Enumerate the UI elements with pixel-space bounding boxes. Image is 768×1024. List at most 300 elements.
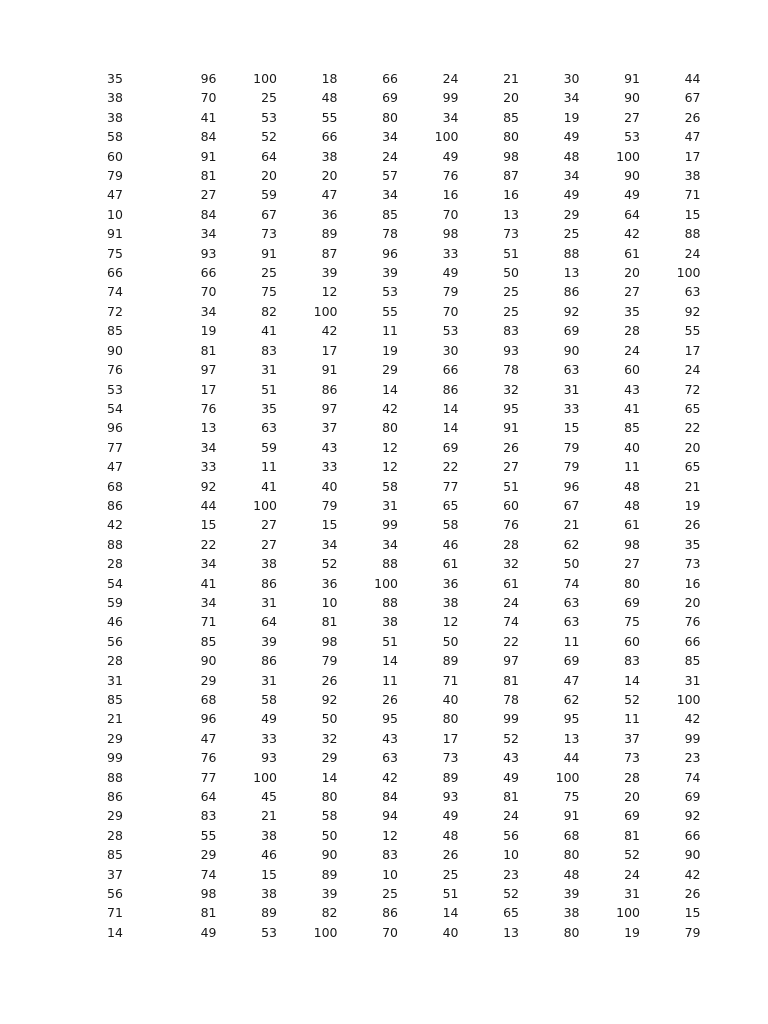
table-cell: 13: [563, 265, 580, 281]
table-cell: 39: [321, 265, 338, 281]
table-cell: 80: [382, 420, 398, 436]
table-cell: 38: [261, 827, 277, 843]
table-cell: 41: [200, 109, 217, 125]
table-row: [96, 593, 701, 612]
table-cell: 87: [503, 168, 519, 184]
table-cell: 71: [684, 187, 701, 203]
table-row: [96, 865, 701, 884]
table-cell: 67: [261, 206, 277, 222]
table-cell: 93: [261, 750, 277, 766]
table-cell: 63: [563, 594, 580, 610]
table-cell: 25: [382, 886, 398, 902]
table-cell: 63: [563, 614, 580, 630]
table-cell: 87: [321, 245, 338, 261]
table-cell: 34: [382, 187, 398, 203]
table-cell: 32: [503, 381, 519, 397]
table-row: [96, 535, 701, 554]
table-cell: 39: [261, 633, 277, 649]
table-cell: 76: [684, 614, 701, 630]
table-cell: 26: [684, 517, 701, 533]
table-cell: 83: [200, 808, 217, 824]
table-cell: 72: [684, 381, 701, 397]
table-row: [96, 244, 701, 263]
table-cell: 77: [107, 439, 123, 455]
table-cell: 85: [107, 323, 123, 339]
table-cell: 43: [503, 750, 519, 766]
table-cell: 99: [503, 711, 519, 727]
table-cell: 15: [684, 905, 701, 921]
table-cell: 66: [684, 633, 701, 649]
table-cell: 13: [503, 206, 519, 222]
table-cell: 81: [503, 672, 519, 688]
table-cell: 75: [563, 789, 580, 805]
table-cell: 74: [563, 575, 580, 591]
table-cell: 26: [321, 672, 338, 688]
table-cell: 56: [107, 633, 123, 649]
table-cell: 42: [382, 769, 398, 785]
table-cell: 19: [624, 924, 640, 940]
table-cell: 86: [563, 284, 580, 300]
table-row: [96, 321, 701, 340]
table-cell: 50: [321, 827, 338, 843]
table-cell: 68: [107, 478, 123, 494]
table-cell: 14: [107, 924, 123, 940]
table-row: [96, 787, 701, 806]
table-cell: 49: [442, 148, 459, 164]
table-cell: 84: [200, 206, 217, 222]
table-cell: 32: [321, 730, 338, 746]
table-cell: 37: [321, 420, 338, 436]
table-cell: 55: [684, 323, 701, 339]
table-cell: 34: [563, 90, 580, 106]
table-cell: 27: [624, 556, 640, 572]
table-cell: 100: [253, 497, 277, 513]
table-cell: 24: [503, 594, 519, 610]
table-cell: 57: [382, 168, 398, 184]
table-cell: 73: [684, 556, 701, 572]
table-cell: 42: [321, 323, 338, 339]
table-cell: 76: [200, 400, 217, 416]
number-table: [96, 69, 701, 942]
table-cell: 96: [107, 420, 123, 436]
table-cell: 31: [261, 362, 277, 378]
table-cell: 58: [382, 478, 398, 494]
table-cell: 49: [442, 265, 459, 281]
table-cell: 25: [442, 866, 459, 882]
table-cell: 96: [382, 245, 398, 261]
table-cell: 90: [684, 847, 701, 863]
table-cell: 38: [107, 90, 123, 106]
table-cell: 15: [684, 206, 701, 222]
table-cell: 91: [200, 148, 217, 164]
table-cell: 50: [321, 711, 338, 727]
table-cell: 34: [200, 226, 217, 242]
table-cell: 61: [624, 517, 640, 533]
table-row: [96, 496, 701, 515]
table-cell: 11: [382, 323, 398, 339]
table-cell: 24: [684, 362, 701, 378]
table-cell: 74: [503, 614, 519, 630]
table-cell: 24: [442, 71, 459, 86]
table-row: [96, 166, 701, 185]
table-cell: 41: [200, 575, 217, 591]
table-cell: 89: [321, 866, 338, 882]
table-cell: 19: [684, 497, 701, 513]
table-cell: 49: [200, 924, 217, 940]
table-cell: 78: [382, 226, 398, 242]
table-cell: 52: [261, 129, 277, 145]
table-cell: 81: [624, 827, 640, 843]
table-cell: 70: [442, 303, 459, 319]
table-cell: 47: [107, 459, 123, 475]
table-cell: 31: [107, 672, 123, 688]
table-cell: 65: [503, 905, 519, 921]
table-cell: 64: [261, 614, 277, 630]
table-cell: 67: [563, 497, 580, 513]
table-cell: 88: [684, 226, 701, 242]
table-cell: 49: [624, 187, 640, 203]
table-cell: 14: [321, 769, 338, 785]
table-cell: 95: [563, 711, 580, 727]
table-cell: 70: [442, 206, 459, 222]
table-cell: 84: [200, 129, 217, 145]
table-cell: 10: [503, 847, 519, 863]
table-cell: 71: [200, 614, 217, 630]
table-cell: 56: [107, 886, 123, 902]
table-cell: 20: [321, 168, 338, 184]
table-cell: 99: [382, 517, 398, 533]
table-cell: 48: [563, 148, 580, 164]
table-cell: 49: [503, 769, 519, 785]
table-cell: 45: [261, 789, 277, 805]
table-cell: 48: [624, 478, 640, 494]
table-cell: 88: [382, 556, 398, 572]
table-cell: 86: [261, 575, 277, 591]
table-cell: 62: [563, 692, 580, 707]
table-cell: 94: [382, 808, 398, 824]
table-cell: 27: [200, 187, 217, 203]
table-cell: 90: [200, 653, 217, 669]
table-cell: 31: [261, 672, 277, 688]
table-cell: 22: [200, 536, 217, 552]
table-cell: 81: [200, 905, 217, 921]
table-cell: 48: [563, 866, 580, 882]
table-cell: 69: [442, 439, 459, 455]
table-cell: 52: [624, 847, 640, 863]
table-cell: 98: [503, 148, 519, 164]
table-cell: 99: [107, 750, 123, 766]
table-cell: 69: [382, 90, 398, 106]
table-cell: 20: [624, 265, 640, 281]
table-cell: 92: [684, 303, 701, 319]
table-cell: 34: [563, 168, 580, 184]
table-cell: 48: [624, 497, 640, 513]
table-cell: 47: [563, 672, 580, 688]
table-cell: 14: [442, 420, 459, 436]
table-row: [96, 88, 701, 107]
table-cell: 100: [313, 303, 338, 319]
table-cell: 52: [624, 692, 640, 707]
table-cell: 33: [321, 459, 338, 475]
table-cell: 52: [321, 556, 338, 572]
table-row: [96, 418, 701, 437]
table-cell: 66: [107, 265, 123, 281]
table-cell: 22: [684, 420, 701, 436]
table-cell: 85: [200, 633, 217, 649]
table-cell: 69: [624, 808, 640, 824]
table-cell: 11: [624, 711, 640, 727]
table-cell: 10: [107, 206, 123, 222]
table-cell: 100: [313, 924, 338, 940]
table-cell: 66: [684, 827, 701, 843]
table-cell: 79: [321, 653, 338, 669]
table-cell: 44: [200, 497, 217, 513]
table-cell: 80: [503, 129, 519, 145]
table-cell: 22: [442, 459, 459, 475]
table-cell: 79: [563, 439, 580, 455]
table-cell: 34: [200, 439, 217, 455]
table-cell: 67: [684, 90, 701, 106]
table-cell: 53: [624, 129, 640, 145]
table-cell: 90: [624, 90, 640, 106]
table-cell: 58: [107, 129, 123, 145]
table-cell: 54: [107, 575, 123, 591]
table-row: [96, 574, 701, 593]
table-cell: 18: [321, 71, 338, 86]
table-cell: 56: [503, 827, 519, 843]
table-cell: 74: [684, 769, 701, 785]
table-cell: 28: [107, 556, 123, 572]
table-cell: 32: [503, 556, 519, 572]
table-cell: 33: [442, 245, 459, 261]
table-cell: 82: [321, 905, 338, 921]
table-cell: 98: [442, 226, 459, 242]
table-row: [96, 302, 701, 321]
table-cell: 91: [624, 71, 640, 86]
table-cell: 29: [321, 750, 338, 766]
table-row: [96, 147, 701, 166]
table-cell: 83: [503, 323, 519, 339]
table-cell: 40: [442, 692, 459, 707]
table-cell: 24: [624, 866, 640, 882]
table-cell: 16: [442, 187, 459, 203]
table-cell: 66: [321, 129, 338, 145]
table-cell: 31: [261, 594, 277, 610]
table-cell: 98: [200, 886, 217, 902]
table-row: [96, 903, 701, 922]
table-cell: 20: [624, 789, 640, 805]
table-cell: 60: [107, 148, 123, 164]
table-cell: 24: [382, 148, 398, 164]
table-cell: 93: [442, 789, 459, 805]
table-cell: 25: [563, 226, 580, 242]
table-cell: 30: [563, 71, 580, 86]
table-cell: 19: [200, 323, 217, 339]
table-cell: 52: [503, 886, 519, 902]
table-cell: 48: [321, 90, 338, 106]
table-cell: 96: [200, 711, 217, 727]
table-cell: 49: [563, 129, 580, 145]
table-cell: 14: [624, 672, 640, 688]
table-cell: 46: [442, 536, 459, 552]
table-cell: 34: [382, 536, 398, 552]
table-row: [96, 360, 701, 379]
table-cell: 49: [563, 187, 580, 203]
table-cell: 92: [321, 692, 338, 707]
table-cell: 76: [200, 750, 217, 766]
table-row: [96, 671, 701, 690]
table-cell: 14: [442, 905, 459, 921]
table-cell: 44: [563, 750, 580, 766]
table-cell: 71: [442, 672, 459, 688]
table-cell: 61: [503, 575, 519, 591]
table-cell: 55: [200, 827, 217, 843]
table-cell: 73: [442, 750, 459, 766]
table-cell: 21: [107, 711, 123, 727]
table-cell: 79: [684, 924, 701, 940]
table-cell: 36: [321, 206, 338, 222]
table-cell: 76: [442, 168, 459, 184]
table-cell: 49: [442, 808, 459, 824]
table-cell: 99: [442, 90, 459, 106]
table-cell: 34: [321, 536, 338, 552]
table-cell: 79: [107, 168, 123, 184]
table-cell: 38: [321, 148, 338, 164]
table-row: [96, 127, 701, 146]
table-cell: 42: [684, 711, 701, 727]
table-cell: 85: [107, 847, 123, 863]
table-cell: 40: [624, 439, 640, 455]
table-cell: 60: [624, 362, 640, 378]
table-cell: 28: [624, 323, 640, 339]
table-cell: 90: [624, 168, 640, 184]
table-cell: 29: [107, 808, 123, 824]
table-cell: 60: [624, 633, 640, 649]
table-cell: 82: [261, 303, 277, 319]
table-row: [96, 612, 701, 631]
table-cell: 14: [382, 381, 398, 397]
table-cell: 31: [624, 886, 640, 902]
table-cell: 76: [107, 362, 123, 378]
table-cell: 58: [261, 692, 277, 707]
table-cell: 34: [382, 129, 398, 145]
table-cell: 100: [253, 71, 277, 86]
table-cell: 100: [253, 769, 277, 785]
table-row: [96, 554, 701, 573]
table-cell: 27: [624, 284, 640, 300]
table-cell: 64: [261, 148, 277, 164]
table-row: [96, 380, 701, 399]
table-cell: 47: [200, 730, 217, 746]
table-cell: 65: [684, 459, 701, 475]
table-cell: 69: [684, 789, 701, 805]
table-cell: 100: [676, 265, 701, 281]
table-cell: 17: [442, 730, 459, 746]
table-cell: 79: [563, 459, 580, 475]
table-cell: 85: [684, 653, 701, 669]
table-cell: 90: [563, 342, 580, 358]
table-cell: 41: [261, 323, 277, 339]
table-cell: 59: [261, 439, 277, 455]
table-cell: 91: [321, 362, 338, 378]
table-cell: 51: [503, 245, 519, 261]
table-cell: 31: [382, 497, 398, 513]
table-cell: 89: [261, 905, 277, 921]
table-cell: 100: [374, 575, 398, 591]
table-cell: 13: [200, 420, 217, 436]
table-cell: 42: [624, 226, 640, 242]
table-cell: 12: [382, 459, 398, 475]
table-cell: 11: [261, 459, 277, 475]
table-cell: 38: [563, 905, 580, 921]
table-cell: 23: [503, 866, 519, 882]
table-cell: 34: [442, 109, 459, 125]
table-cell: 24: [624, 342, 640, 358]
table-cell: 68: [563, 827, 580, 843]
table-row: [96, 884, 701, 903]
table-cell: 91: [261, 245, 277, 261]
table-cell: 40: [321, 478, 338, 494]
table-cell: 91: [563, 808, 580, 824]
table-row: [96, 185, 701, 204]
table-cell: 35: [261, 400, 277, 416]
table-cell: 80: [442, 711, 459, 727]
table-cell: 13: [503, 924, 519, 940]
table-cell: 69: [563, 323, 580, 339]
table-cell: 22: [503, 633, 519, 649]
table-cell: 29: [382, 362, 398, 378]
table-cell: 25: [503, 284, 519, 300]
table-cell: 29: [200, 672, 217, 688]
table-cell: 24: [503, 808, 519, 824]
table-cell: 17: [321, 342, 338, 358]
table-cell: 26: [684, 886, 701, 902]
table-cell: 25: [261, 265, 277, 281]
table-row: [96, 632, 701, 651]
table-cell: 27: [503, 459, 519, 475]
table-cell: 10: [321, 594, 338, 610]
table-cell: 21: [563, 517, 580, 533]
table-cell: 35: [684, 536, 701, 552]
table-cell: 38: [382, 614, 398, 630]
table-cell: 86: [107, 497, 123, 513]
table-cell: 63: [261, 420, 277, 436]
table-cell: 11: [624, 459, 640, 475]
table-cell: 47: [684, 129, 701, 145]
table-cell: 28: [503, 536, 519, 552]
table-cell: 100: [555, 769, 580, 785]
table-cell: 65: [684, 400, 701, 416]
table-cell: 53: [107, 381, 123, 397]
table-cell: 16: [503, 187, 519, 203]
table-cell: 90: [321, 847, 338, 863]
table-cell: 15: [261, 866, 277, 882]
table-cell: 98: [624, 536, 640, 552]
table-cell: 81: [321, 614, 338, 630]
table-cell: 19: [563, 109, 580, 125]
table-cell: 50: [563, 556, 580, 572]
table-cell: 80: [563, 924, 580, 940]
table-cell: 51: [503, 478, 519, 494]
table-cell: 70: [200, 90, 217, 106]
table-cell: 90: [107, 342, 123, 358]
table-cell: 69: [563, 653, 580, 669]
table-cell: 92: [563, 303, 580, 319]
table-cell: 55: [321, 109, 338, 125]
table-row: [96, 477, 701, 496]
table-row: [96, 748, 701, 767]
table-cell: 60: [503, 497, 519, 513]
